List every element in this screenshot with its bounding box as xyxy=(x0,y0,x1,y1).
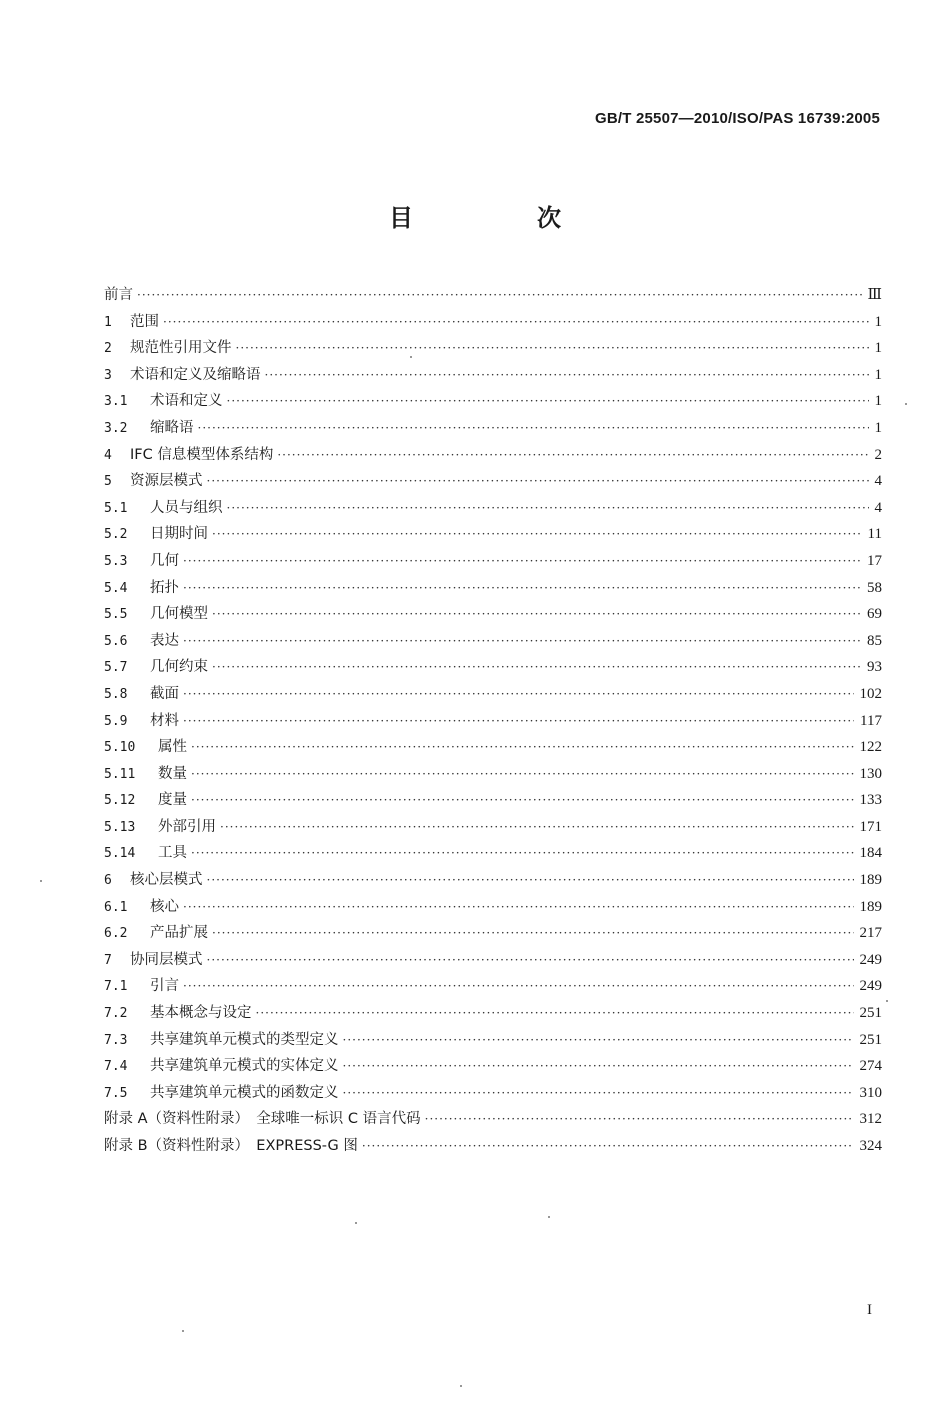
page-number: I xyxy=(867,1302,872,1318)
toc-entry-number: 5.12 xyxy=(104,793,136,809)
toc-entry-title: 范围 xyxy=(130,313,159,330)
toc-entry-page: 69 xyxy=(867,606,882,623)
toc-entry-title: 拓扑 xyxy=(150,579,179,596)
toc-leader-dots xyxy=(183,575,861,602)
scan-speck xyxy=(410,356,412,358)
toc-entry xyxy=(104,761,882,788)
toc-entry-number: 5.7 xyxy=(104,660,128,676)
toc-entry xyxy=(104,708,882,735)
toc-entry-title: 属性 xyxy=(158,739,187,756)
toc-entry-title: IFC 信息模型体系结构 xyxy=(130,446,274,463)
toc-entry-page: 217 xyxy=(859,925,882,942)
toc-leader-dots xyxy=(163,309,869,336)
toc-leader-dots xyxy=(256,1000,854,1027)
toc-entry xyxy=(104,894,882,921)
toc-entry-number: 7.2 xyxy=(104,1006,128,1022)
toc-leader-dots xyxy=(343,1053,854,1080)
toc-entry-number: 2 xyxy=(104,341,112,357)
toc-entry-page: 1 xyxy=(874,340,882,357)
toc-leader-dots xyxy=(362,1133,854,1160)
toc-entry xyxy=(104,442,882,469)
toc-entry-page: 4 xyxy=(874,499,882,516)
toc-entry-title: 共享建筑单元模式的实体定义 xyxy=(150,1058,339,1075)
toc-entry-number: 6.1 xyxy=(104,899,128,915)
toc-entry-number: 7.5 xyxy=(104,1085,128,1101)
scan-speck xyxy=(182,1330,184,1332)
toc-leader-dots xyxy=(137,282,862,309)
toc-entry-page: 249 xyxy=(859,978,882,995)
toc-entry-title: 缩略语 xyxy=(150,419,194,436)
toc-entry-title: 术语和定义及缩略语 xyxy=(130,366,261,383)
toc-leader-dots xyxy=(212,654,861,681)
toc-entry-page: 2 xyxy=(874,446,882,463)
toc-entry xyxy=(104,521,882,548)
toc-entry-title: 共享建筑单元模式的类型定义 xyxy=(150,1031,339,1048)
toc-entry xyxy=(104,681,882,708)
standard-code: GB/T 25507—2010/ISO/PAS 16739:2005 xyxy=(594,110,880,127)
toc-entry-number: 5.1 xyxy=(104,500,128,516)
toc-entry-title: 附录 A（资料性附录） 全球唯一标识 C 语言代码 xyxy=(104,1111,421,1128)
toc-entry-title: 工具 xyxy=(158,845,187,862)
toc-entry-page: 1 xyxy=(874,313,882,330)
toc-leader-dots xyxy=(183,894,854,921)
toc-entry-page: 133 xyxy=(859,792,882,809)
toc-entry-number: 5.5 xyxy=(104,607,128,623)
toc-leader-dots xyxy=(183,973,854,1000)
toc-entry xyxy=(104,282,882,309)
toc-entry xyxy=(104,495,882,522)
toc-entry xyxy=(104,787,882,814)
toc-entry-page: 93 xyxy=(867,659,882,676)
toc-entry-page: 1 xyxy=(874,393,882,410)
toc-leader-dots xyxy=(343,1027,854,1054)
toc-entry xyxy=(104,1080,882,1107)
toc-entry xyxy=(104,575,882,602)
toc-leader-dots xyxy=(198,415,869,442)
toc-leader-dots xyxy=(207,947,854,974)
toc-entry xyxy=(104,601,882,628)
toc-entry-page: 251 xyxy=(859,1031,882,1048)
toc-entry-title: 资源层模式 xyxy=(130,473,203,490)
toc-entry-number: 4 xyxy=(104,447,112,463)
toc-entry xyxy=(104,654,882,681)
toc-entry-number: 5.2 xyxy=(104,527,128,543)
toc-entry-number: 3.1 xyxy=(104,394,128,410)
toc-entry xyxy=(104,548,882,575)
toc-entry-title: 人员与组织 xyxy=(150,499,223,516)
toc-entry-page: Ⅲ xyxy=(867,287,882,303)
toc-entry-number: 5.13 xyxy=(104,819,136,835)
toc-entry-page: 171 xyxy=(859,818,882,835)
toc-entry-title: 共享建筑单元模式的函数定义 xyxy=(150,1084,339,1101)
toc-entry-number: 6.2 xyxy=(104,926,128,942)
toc-entry xyxy=(104,362,882,389)
toc-entry-page: 324 xyxy=(859,1138,882,1154)
toc-leader-dots xyxy=(212,601,861,628)
toc-leader-dots xyxy=(227,495,869,522)
toc-leader-dots xyxy=(343,1080,854,1107)
toc-entry-page: 189 xyxy=(859,872,882,889)
toc-entry-title: 外部引用 xyxy=(158,818,216,835)
toc-entry xyxy=(104,1133,882,1160)
toc-entry-title: 几何 xyxy=(150,552,179,569)
toc-entry-number: 5.8 xyxy=(104,686,128,702)
toc-entry-title: 附录 B（资料性附录） EXPRESS-G 图 xyxy=(104,1138,358,1154)
toc-entry-title: 核心层模式 xyxy=(130,872,203,889)
toc-entry xyxy=(104,973,882,1000)
toc-leader-dots xyxy=(212,521,862,548)
toc-entry-title: 引言 xyxy=(150,978,179,995)
toc-entry-page: 1 xyxy=(874,366,882,383)
toc-entry-number: 5.3 xyxy=(104,553,128,569)
toc-entry-title: 前言 xyxy=(104,287,133,303)
toc-entry xyxy=(104,468,882,495)
toc-leader-dots xyxy=(191,840,854,867)
toc-entry xyxy=(104,1106,882,1133)
toc-entry xyxy=(104,1027,882,1054)
toc-entry-title: 产品扩展 xyxy=(150,925,208,942)
toc-leader-dots xyxy=(183,628,861,655)
toc-entry xyxy=(104,1053,882,1080)
toc-leader-dots xyxy=(277,442,868,469)
toc-entry xyxy=(104,335,882,362)
toc-entry-page: 17 xyxy=(867,552,882,569)
toc-entry-page: 85 xyxy=(867,632,882,649)
toc-leader-dots xyxy=(236,335,869,362)
toc-entry-title: 几何模型 xyxy=(150,606,208,623)
toc-leader-dots xyxy=(425,1106,854,1133)
toc-entry-title: 度量 xyxy=(158,792,187,809)
toc-entry-number: 5.6 xyxy=(104,633,128,649)
toc-entry-title: 术语和定义 xyxy=(150,393,223,410)
toc-entry xyxy=(104,1000,882,1027)
toc-entry-number: 7 xyxy=(104,952,112,968)
toc-entry xyxy=(104,388,882,415)
toc-leader-dots xyxy=(227,388,869,415)
toc-entry-page: 122 xyxy=(859,739,882,756)
toc-entry-number: 3.2 xyxy=(104,420,128,436)
toc-entry-page: 189 xyxy=(859,898,882,915)
toc-entry-number: 5.10 xyxy=(104,740,136,756)
toc-entry xyxy=(104,814,882,841)
toc-entry-title: 规范性引用文件 xyxy=(130,340,232,357)
toc-entry-number: 5.9 xyxy=(104,713,128,729)
scan-speck xyxy=(355,1222,357,1224)
scan-speck xyxy=(40,880,42,882)
toc-entry-number: 5.14 xyxy=(104,846,136,862)
scan-speck xyxy=(905,403,907,405)
toc-entry-page: 312 xyxy=(859,1111,882,1128)
toc-entry-page: 310 xyxy=(859,1084,882,1101)
toc-entry xyxy=(104,840,882,867)
toc-entry-title: 基本概念与设定 xyxy=(150,1005,252,1022)
toc-entry-page: 102 xyxy=(859,685,882,702)
toc-entry-page: 251 xyxy=(859,1005,882,1022)
toc-leader-dots xyxy=(207,867,854,894)
toc-entry-page: 274 xyxy=(859,1058,882,1075)
toc-entry-title: 几何约束 xyxy=(150,659,208,676)
toc-leader-dots xyxy=(207,468,869,495)
toc-entry-number: 3 xyxy=(104,367,112,383)
toc-leader-dots xyxy=(183,548,861,575)
toc-entry xyxy=(104,947,882,974)
toc-entry-number: 5 xyxy=(104,474,112,490)
toc-entry-number: 7.3 xyxy=(104,1032,128,1048)
toc-entry-title: 表达 xyxy=(150,632,179,649)
toc-entry-page: 184 xyxy=(859,845,882,862)
toc-entry-page: 117 xyxy=(860,712,882,729)
toc-entry xyxy=(104,415,882,442)
toc-entry xyxy=(104,734,882,761)
toc-entry xyxy=(104,867,882,894)
toc-entry-title: 材料 xyxy=(150,712,179,729)
toc-entry-page: 4 xyxy=(874,473,882,490)
scan-speck xyxy=(460,1385,462,1387)
toc-leader-dots xyxy=(191,734,854,761)
toc-entry-title: 日期时间 xyxy=(150,526,208,543)
toc-leader-dots xyxy=(265,362,869,389)
page-title: 目 次 xyxy=(389,204,611,232)
toc-entry-page: 1 xyxy=(874,419,882,436)
toc-leader-dots xyxy=(220,814,854,841)
toc-entry-title: 协同层模式 xyxy=(130,951,203,968)
toc-leader-dots xyxy=(191,761,854,788)
toc-entry-page: 249 xyxy=(859,951,882,968)
toc-entry-number: 7.4 xyxy=(104,1059,128,1075)
toc-entry xyxy=(104,920,882,947)
toc-entry-number: 1 xyxy=(104,314,112,330)
toc-entry-title: 数量 xyxy=(158,765,187,782)
toc-leader-dots xyxy=(183,681,854,708)
toc-entry-number: 5.4 xyxy=(104,580,128,596)
toc-entry-number: 5.11 xyxy=(104,766,136,782)
toc-entry-page: 130 xyxy=(859,765,882,782)
table-of-contents xyxy=(104,282,882,1160)
scan-speck xyxy=(548,1216,550,1218)
toc-leader-dots xyxy=(183,708,854,735)
toc-entry-page: 58 xyxy=(867,579,882,596)
toc-entry-number: 7.1 xyxy=(104,979,128,995)
toc-entry-title: 核心 xyxy=(150,898,179,915)
toc-entry-title: 截面 xyxy=(150,685,179,702)
toc-entry-number: 6 xyxy=(104,873,112,889)
toc-entry xyxy=(104,628,882,655)
toc-entry-page: 11 xyxy=(867,526,882,543)
toc-entry xyxy=(104,309,882,336)
toc-leader-dots xyxy=(191,787,854,814)
scan-speck xyxy=(886,1000,888,1002)
toc-leader-dots xyxy=(212,920,854,947)
